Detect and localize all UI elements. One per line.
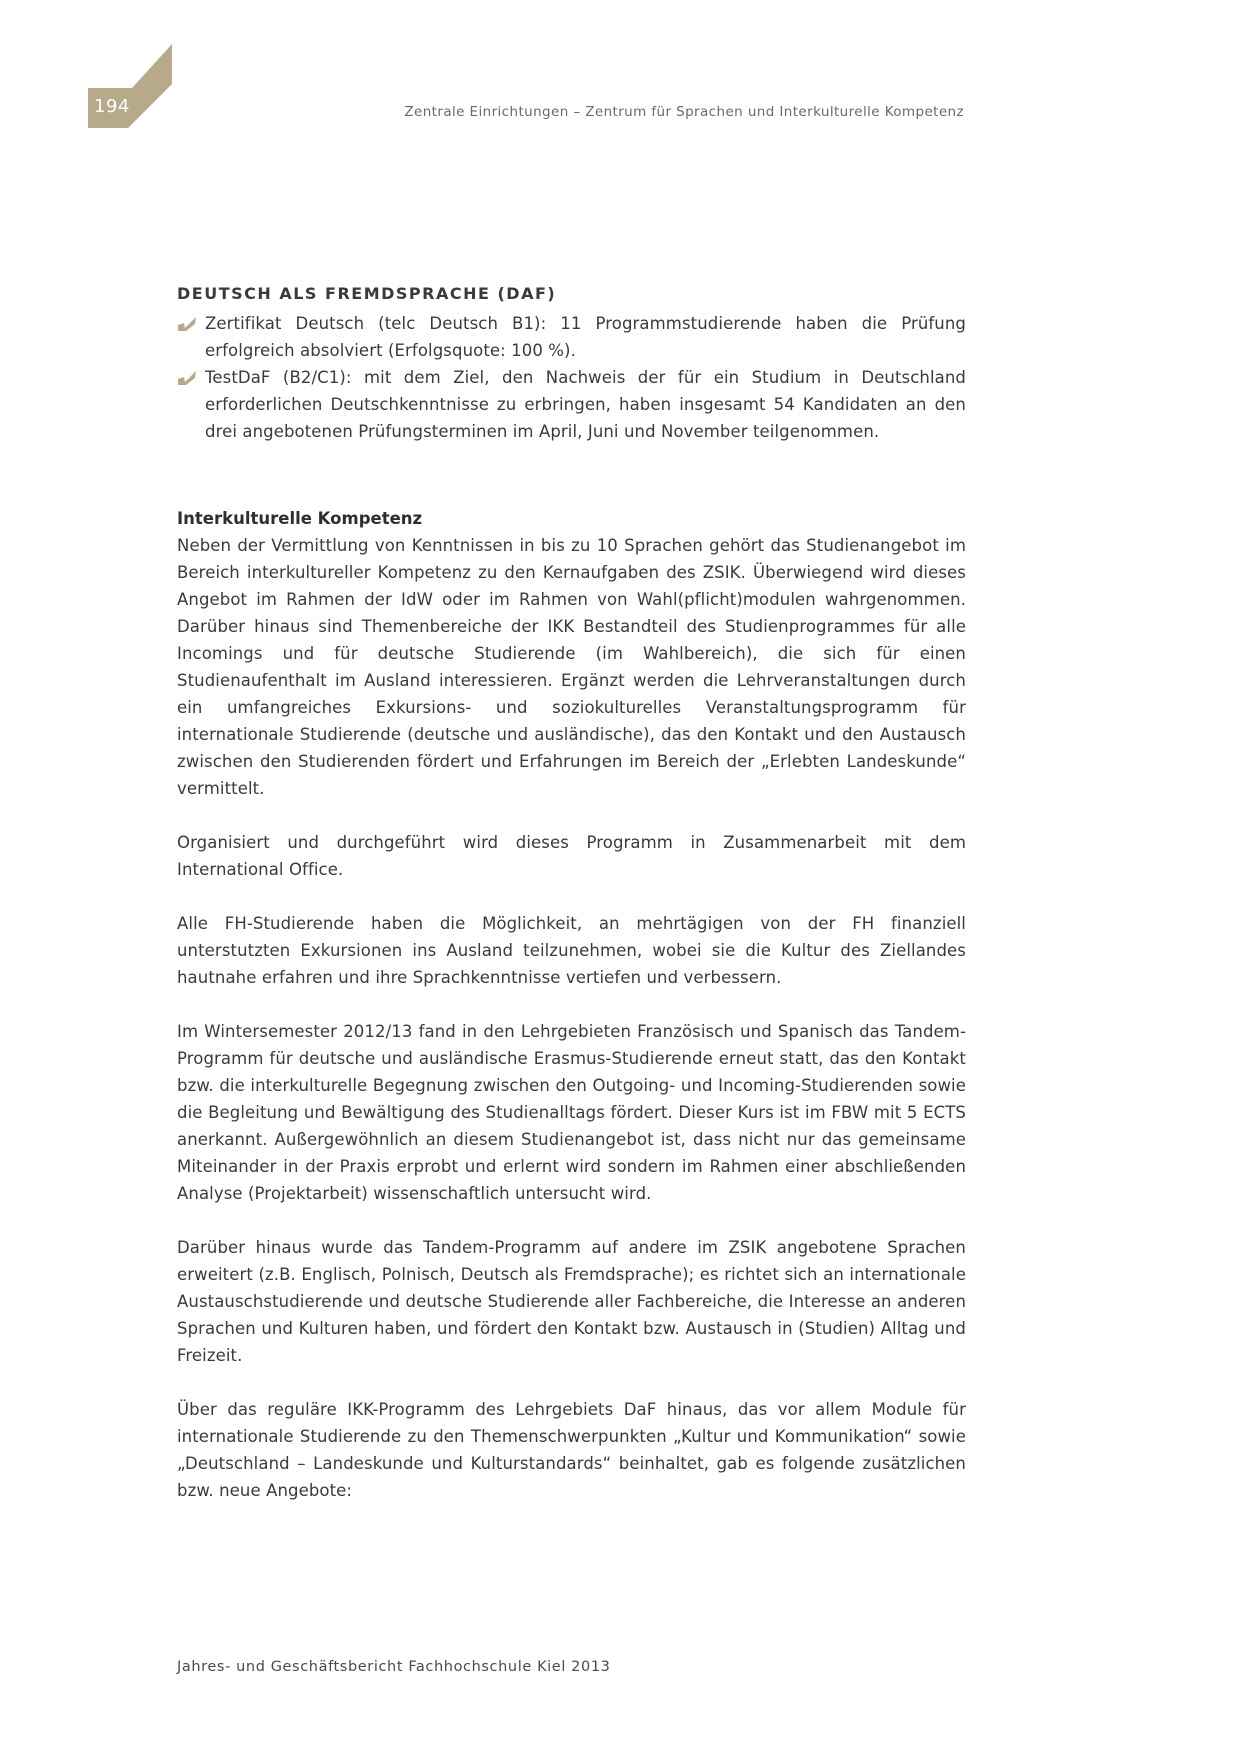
bullet-text: TestDaF (B2/C1): mit dem Ziel, den Nachweis der für ein Studium in Deutschland erforderlichen Deutschkenntnisse zu erbringen, haben insgesamt 54 Kandidaten an den drei angebotenen Prüfungsterminen im April, Juni und November teilgenommen. (205, 368, 966, 441)
pen-checkmark-icon (177, 370, 197, 386)
paragraph: Organisiert und durchgeführt wird dieses Programm in Zusammenarbeit mit dem International Office. (177, 833, 966, 879)
page-number: 194 (94, 96, 130, 117)
paragraph: Darüber hinaus wurde das Tandem-Programm auf andere im ZSIK angebotene Sprachen erweitert (z.B. Englisch, Polnisch, Deutsch als Fremdsprache); es richtet sich an internationale Austauschstudierende und deutsche Studierende aller Fachbereiche, die Interesse an anderen Sprachen und Kulturen haben, und fördert den Kontakt bzw. Austausch in (Studien) Alltag und Freizeit. (177, 1238, 966, 1365)
running-header: Zentrale Einrichtungen – Zentrum für Sprachen und Interkulturelle Kompetenz (404, 104, 964, 120)
paragraph: Über das reguläre IKK-Programm des Lehrgebiets DaF hinaus, das vor allem Module für internationale Studierende zu den Themenschwerpunkten „Kultur und Kommunikation“ sowie „Deutschland – Landeskunde und Kulturstandards“ beinhaltet, gab es folgende zusätzlichen bzw. neue Angebote: (177, 1400, 966, 1500)
main-content (177, 282, 966, 1531)
section-title-ikk: Interkulturelle Kompetenz (177, 509, 423, 528)
pen-checkmark-icon (177, 316, 197, 332)
paragraph: Neben der Vermittlung von Kenntnissen in bis zu 10 Sprachen gehört das Studienangebot im Bereich interkultureller Kompetenz zu den Kernaufgaben des ZSIK. Überwiegend wird dieses Angebot im Rahmen der IdW oder im Rahmen von Wahl(pflicht)modulen wahrgenommen. Darüber hinaus sind Themenbereiche der IKK Bestandteil des Studienprogrammes für alle Incomings und für deutsche Studierende (im Wahlbereich), die sich für einen Studienaufenthalt im Ausland interessieren. Ergänzt werden die Lehrveranstaltungen durch ein umfangreiches Exkursions- und soziokulturelles Veranstaltungsprogramm für internationale Studierende (deutsche und ausländische), das den Kontakt und den Austausch zwischen den Studierenden fördert und Erfahrungen im Bereich der „Erlebten Landeskunde“ vermittelt. (177, 536, 966, 798)
section-title-daf: DEUTSCH ALS FREMDSPRACHE (DAF) (177, 284, 557, 303)
paragraph: Im Wintersemester 2012/13 fand in den Lehrgebieten Französisch und Spanisch das Tandem-Programm für deutsche und ausländische Erasmus-Studierende erneut statt, das den Kontakt bzw. die interkulturelle Begegnung zwischen den Outgoing- und Incoming-Studierenden sowie die Begleitung und Bewältigung des Studienalltags fördert. Dieser Kurs ist im FBW mit 5 ECTS anerkannt. Außergewöhnlich an diesem Studienangebot ist, dass nicht nur das gemeinsame Miteinander in der Praxis erprobt und erlernt wird sondern im Rahmen einer abschließenden Analyse (Projektarbeit) wissenschaftlich untersucht wird. (177, 1022, 966, 1203)
bullet-text: Zertifikat Deutsch (telc Deutsch B1): 11 Programmstudierende haben die Prüfung erfolgreich absolviert (Erfolgsquote: 100 %). (205, 314, 966, 360)
paragraph: Alle FH-Studierende haben die Möglichkeit, an mehrtägigen von der FH finanziell unterstutzten Exkursionen ins Ausland teilzunehmen, wobei sie die Kultur des Ziellandes hautnahe erfahren und ihre Sprachkenntnisse vertiefen und verbessern. (177, 914, 966, 987)
list-item (177, 364, 966, 445)
footer-text: Jahres- und Geschäftsbericht Fachhochschule Kiel 2013 (177, 1659, 611, 1675)
daf-bullet-list (177, 310, 966, 445)
list-item (177, 310, 966, 364)
